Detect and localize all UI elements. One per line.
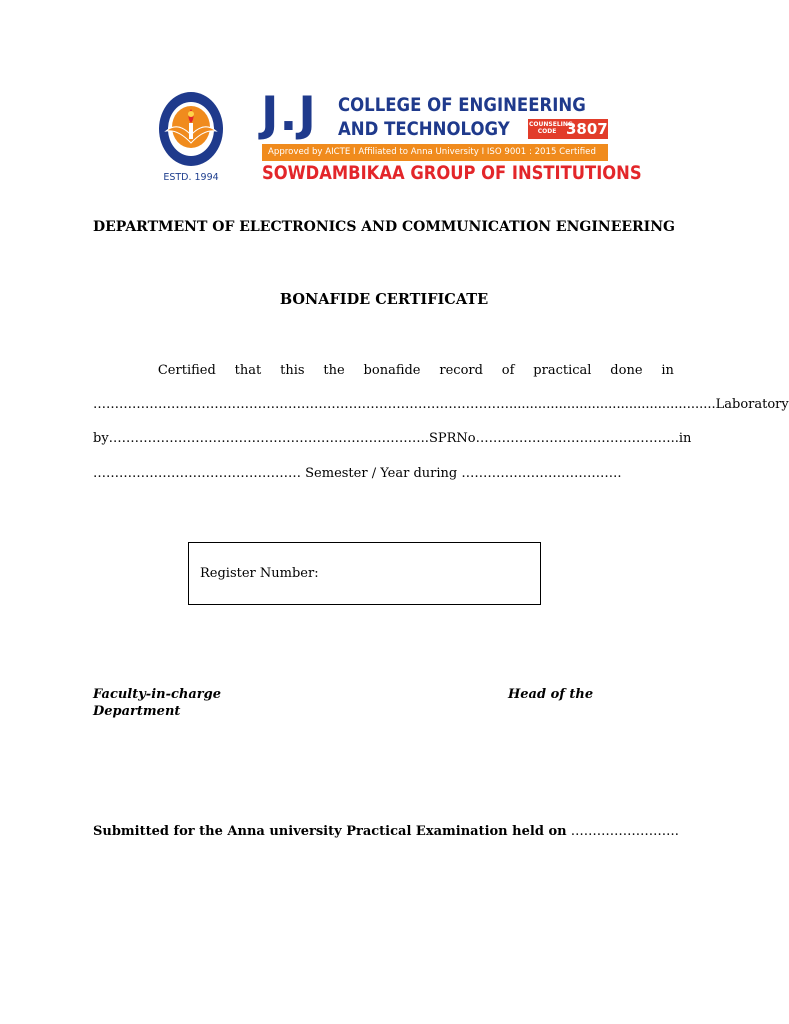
laboratory-blank: …………………………………………………………………………………….................................................. bbox=[93, 397, 716, 412]
semester-blank: ………………………………………… bbox=[93, 466, 301, 481]
line1-word: bonafide bbox=[363, 363, 421, 378]
line1-word: this bbox=[280, 363, 305, 378]
register-number-box bbox=[188, 542, 541, 605]
line1-word: record bbox=[439, 363, 483, 378]
group-name: SOWDAMBIKAA GROUP OF INSTITUTIONS bbox=[262, 162, 642, 184]
counseling-code-label: COUNSELING CODE bbox=[529, 121, 573, 135]
year-blank: ………………………………. bbox=[461, 466, 622, 481]
no-label: No bbox=[456, 431, 476, 446]
line1-word: the bbox=[323, 363, 345, 378]
register-number-label: Register Number: bbox=[200, 566, 319, 581]
certificate-line-2 bbox=[93, 396, 789, 414]
line-indent bbox=[93, 362, 139, 380]
student-name-blank: by……………………………………………………………….. bbox=[93, 431, 429, 446]
approval-text: Approved by AICTE I Affiliated to Anna University I ISO 9001 : 2015 Certified bbox=[268, 147, 596, 157]
line1-word: that bbox=[234, 363, 262, 378]
college-logo bbox=[158, 87, 642, 188]
certificate-title: BONAFIDE CERTIFICATE bbox=[279, 291, 489, 308]
hod-signature-label-line2: Department bbox=[93, 704, 181, 719]
brand-letters: J.J bbox=[261, 87, 317, 142]
in-label: in bbox=[678, 431, 692, 446]
college-name-line1: COLLEGE OF ENGINEERING bbox=[338, 94, 586, 116]
counseling-code-badge bbox=[528, 119, 608, 139]
certificate-line-4 bbox=[93, 465, 674, 483]
faculty-signature-label: Faculty-in-charge bbox=[93, 687, 221, 702]
college-emblem-icon bbox=[158, 91, 224, 167]
submission-line bbox=[93, 823, 679, 841]
spr-number-blank: ……………………………………….. bbox=[475, 431, 679, 446]
certificate-line-3 bbox=[93, 430, 692, 448]
submission-text: Submitted for the Anna university Practical Examination held on bbox=[93, 824, 567, 839]
certificate-line-1 bbox=[93, 362, 674, 380]
established-year: ESTD. 1994 bbox=[163, 172, 219, 183]
line1-word: in bbox=[661, 363, 674, 378]
laboratory-label: Laboratory bbox=[715, 397, 789, 412]
hod-signature-label-line1: Head of the bbox=[508, 687, 594, 702]
line1-word: practical bbox=[533, 363, 592, 378]
approval-banner bbox=[262, 144, 608, 161]
exam-date-blank: ……………………. bbox=[570, 824, 679, 839]
line1-word: of bbox=[501, 363, 515, 378]
line1-word: done bbox=[610, 363, 643, 378]
college-name-line2: AND TECHNOLOGY bbox=[338, 118, 510, 140]
semester-year-text: Semester / Year during bbox=[305, 466, 458, 481]
line1-word: Certified bbox=[157, 363, 216, 378]
spr-label: SPR bbox=[428, 431, 457, 446]
department-title: DEPARTMENT OF ELECTRONICS AND COMMUNICATION ENGINEERING bbox=[93, 219, 675, 235]
counseling-code-value: 3807 bbox=[566, 120, 608, 138]
